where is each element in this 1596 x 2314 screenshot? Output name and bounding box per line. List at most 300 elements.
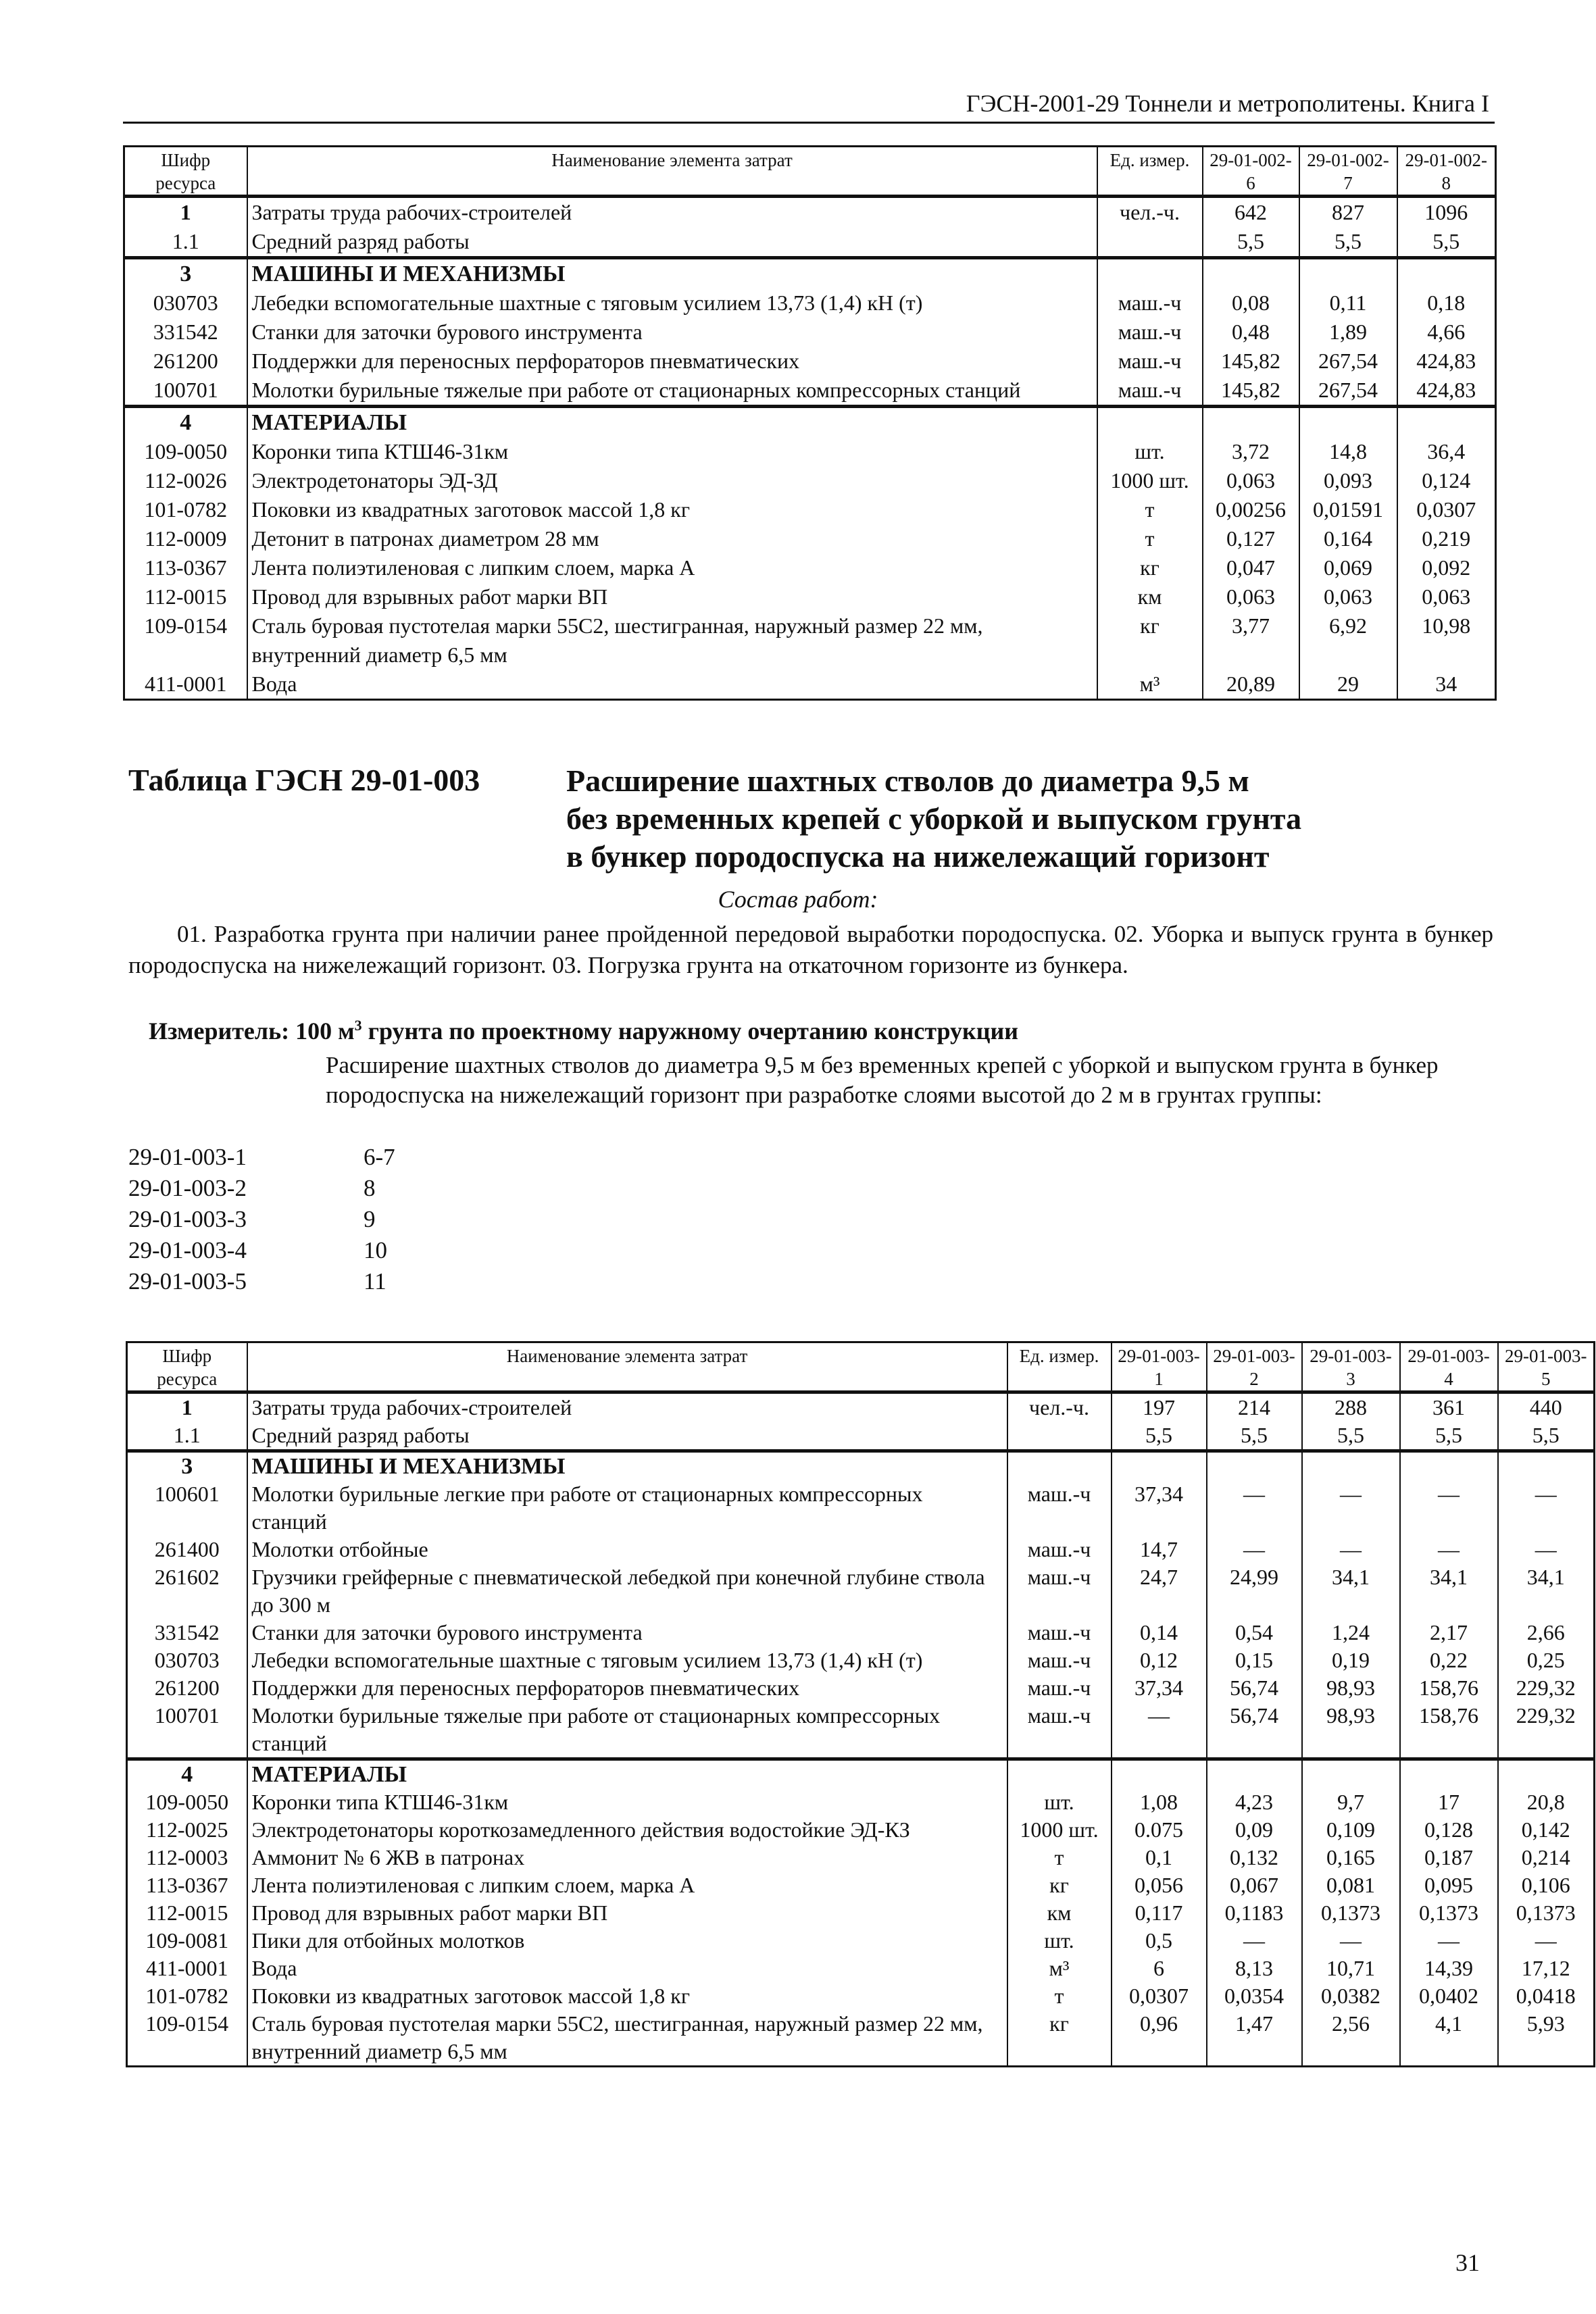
norm-value: 0,124 [1397, 466, 1496, 495]
norm-value: 0,069 [1299, 553, 1397, 582]
norm-value: 14,8 [1299, 437, 1397, 466]
table-row [124, 376, 1496, 407]
norm-value: 56,74 [1207, 1674, 1302, 1702]
unit-of-measure: чел.-ч. [1097, 197, 1203, 228]
table-row [127, 2010, 1595, 2067]
unit-of-measure: 1000 шт. [1007, 1816, 1112, 1844]
cost-element-name: Лента полиэтиленовая с липким слоем, марка А [247, 553, 1097, 582]
norm-value: 5,5 [1302, 1422, 1400, 1451]
resource-code: 109-0154 [124, 611, 247, 670]
cost-element-name: Вода [247, 1955, 1007, 1982]
norm-value: — [1498, 1480, 1595, 1536]
norm-value: 56,74 [1207, 1702, 1302, 1759]
resource-code: 113-0367 [127, 1871, 247, 1899]
resource-code: 109-0050 [124, 437, 247, 466]
cost-element-name: Грузчики грейферные с пневматической лебедкой при конечной глубине ствола до 300 м [247, 1563, 1007, 1619]
table-row [124, 524, 1496, 553]
norm-value: 10,98 [1397, 611, 1496, 670]
norm-value: 145,82 [1203, 376, 1299, 407]
unit-of-measure: кг [1007, 1871, 1112, 1899]
norm-value: 4,1 [1400, 2010, 1498, 2067]
norm-value: 24,7 [1112, 1563, 1207, 1619]
resource-code: 112-0015 [127, 1899, 247, 1927]
section-row [124, 258, 1496, 289]
header-norm-column: 29-01-003-2 [1207, 1342, 1302, 1392]
norm-value [1299, 407, 1397, 438]
norm-value: 361 [1400, 1392, 1498, 1422]
norm-value [1203, 407, 1299, 438]
table-row [124, 227, 1496, 258]
resource-code: 030703 [127, 1646, 247, 1674]
header-norm-column: 29-01-002-6 [1203, 147, 1299, 197]
norm-value: 4,23 [1207, 1788, 1302, 1816]
norm-value: 1,47 [1207, 2010, 1302, 2067]
norm-value: 0,214 [1498, 1844, 1595, 1871]
norm-value: — [1207, 1927, 1302, 1955]
header-norm-column: 29-01-002-8 [1397, 147, 1496, 197]
norm-code-item [128, 1173, 395, 1204]
unit-of-measure [1007, 1451, 1112, 1481]
header-cost-element: Наименование элемента затрат [247, 147, 1097, 197]
table-row [127, 1674, 1595, 1702]
cost-element-name: Молотки бурильные легкие при работе от стационарных компрессорных станций [247, 1480, 1007, 1536]
norm-value: 0,0354 [1207, 1982, 1302, 2010]
norm-value: 0,132 [1207, 1844, 1302, 1871]
norm-value: — [1302, 1480, 1400, 1536]
table-title-line: Расширение шахтных стволов до диаметра 9,5 м [566, 763, 1249, 798]
norm-value: 0,1183 [1207, 1899, 1302, 1927]
norm-value: 0,187 [1400, 1844, 1498, 1871]
section-row [127, 1451, 1595, 1481]
norm-value: 0,15 [1207, 1646, 1302, 1674]
norm-description: Расширение шахтных стволов до диаметра 9,5 м без временных крепей с уборкой и выпуском грунта в бункер породоспуска на нижележащий горизонт при разработке слоями высотой до 2 м в грунтах группы: [326, 1052, 1439, 1108]
resource-code: 4 [127, 1759, 247, 1789]
unit-of-measure: кг [1097, 553, 1203, 582]
header-unit: Ед. измер. [1097, 147, 1203, 197]
resource-code: 109-0154 [127, 2010, 247, 2067]
norm-value [1302, 1759, 1400, 1789]
norm-value [1397, 258, 1496, 289]
norm-value: 24,99 [1207, 1563, 1302, 1619]
norm-value: 0,48 [1203, 318, 1299, 347]
norm-value: 2,66 [1498, 1619, 1595, 1646]
table-row [127, 1899, 1595, 1927]
norm-value: 197 [1112, 1392, 1207, 1422]
unit-of-measure [1007, 1422, 1112, 1451]
table-row [127, 1646, 1595, 1674]
norm-value: 5,5 [1207, 1422, 1302, 1451]
resource-code: 112-0003 [127, 1844, 247, 1871]
unit-of-measure [1097, 258, 1203, 289]
norm-value [1112, 1451, 1207, 1481]
norm-value: 145,82 [1203, 347, 1299, 376]
norm-value: 0,047 [1203, 553, 1299, 582]
norm-value: — [1302, 1927, 1400, 1955]
table-row [124, 318, 1496, 347]
norm-value: 1096 [1397, 197, 1496, 228]
cost-element-name: Поковки из квадратных заготовок массой 1,8 кг [247, 1982, 1007, 2010]
unit-of-measure: т [1007, 1982, 1112, 2010]
cost-element-name: Поковки из квадратных заготовок массой 1,8 кг [247, 495, 1097, 524]
unit-of-measure: маш.-ч [1097, 288, 1203, 318]
unit-of-measure: шт. [1097, 437, 1203, 466]
table-row [127, 1422, 1595, 1451]
norm-value: 0,1373 [1302, 1899, 1400, 1927]
norm-code: 29-01-003-1 [128, 1144, 247, 1170]
norm-value: 6,92 [1299, 611, 1397, 670]
norm-value: 0,219 [1397, 524, 1496, 553]
unit-of-measure: маш.-ч [1007, 1619, 1112, 1646]
norm-value: — [1498, 1927, 1595, 1955]
table-row [124, 582, 1496, 611]
cost-element-name: Вода [247, 670, 1097, 700]
unit-of-measure: маш.-ч [1007, 1702, 1112, 1759]
unit-of-measure: кг [1007, 2010, 1112, 2067]
norm-code-item [128, 1266, 395, 1297]
norm-value: 0,18 [1397, 288, 1496, 318]
table-row [124, 611, 1496, 670]
cost-element-name: Молотки отбойные [247, 1536, 1007, 1563]
norm-value: 0,109 [1302, 1816, 1400, 1844]
unit-of-measure: т [1097, 495, 1203, 524]
norm-value: — [1302, 1536, 1400, 1563]
resource-code: 261602 [127, 1563, 247, 1619]
resource-code: 261200 [127, 1674, 247, 1702]
unit-of-measure: маш.-ч [1007, 1563, 1112, 1619]
norm-value: 5,5 [1112, 1422, 1207, 1451]
soil-group: 11 [364, 1268, 386, 1294]
cost-element-name: Средний разряд работы [247, 227, 1097, 258]
cost-element-name: Провод для взрывных работ марки ВП [247, 582, 1097, 611]
norm-value: 37,34 [1112, 1480, 1207, 1536]
norm-value: 10,71 [1302, 1955, 1400, 1982]
unit-of-measure: маш.-ч [1007, 1646, 1112, 1674]
cost-element-name: МАТЕРИАЛЫ [247, 1759, 1007, 1789]
unit-of-measure: чел.-ч. [1007, 1392, 1112, 1422]
norm-value: — [1400, 1536, 1498, 1563]
resource-code: 411-0001 [127, 1955, 247, 1982]
unit-of-measure: м³ [1007, 1955, 1112, 1982]
section-row [127, 1759, 1595, 1789]
unit-of-measure: маш.-ч [1097, 318, 1203, 347]
norm-value [1498, 1451, 1595, 1481]
norm-code-item [128, 1142, 395, 1173]
cost-element-name: Молотки бурильные тяжелые при работе от стационарных компрессорных станций [247, 1702, 1007, 1759]
meter-suffix: грунта по проектному наружному очертанию конструкции [361, 1017, 1019, 1045]
norm-value: 29 [1299, 670, 1397, 700]
resource-table-29-01-002 [123, 145, 1497, 701]
norm-value: 158,76 [1400, 1702, 1498, 1759]
resource-code: 4 [124, 407, 247, 438]
norm-value: 3,72 [1203, 437, 1299, 466]
norm-value: 0,0307 [1112, 1982, 1207, 2010]
cost-element-name: Поддержки для переносных перфораторов пневматических [247, 347, 1097, 376]
norm-code-item [128, 1204, 395, 1235]
norm-value: 214 [1207, 1392, 1302, 1422]
cost-element-name: Поддержки для переносных перфораторов пневматических [247, 1674, 1007, 1702]
cost-element-name: Коронки типа КТШ46-31км [247, 1788, 1007, 1816]
unit-of-measure [1007, 1759, 1112, 1789]
norm-value: 0,056 [1112, 1871, 1207, 1899]
resource-code: 411-0001 [124, 670, 247, 700]
norm-value: 0,0402 [1400, 1982, 1498, 2010]
unit-of-measure: 1000 шт. [1097, 466, 1203, 495]
cost-element-name: Коронки типа КТШ46-31км [247, 437, 1097, 466]
soil-group: 9 [364, 1206, 376, 1232]
norm-value: 229,32 [1498, 1674, 1595, 1702]
cost-element-name: Молотки бурильные тяжелые при работе от стационарных компрессорных станций [247, 376, 1097, 407]
norm-code: 29-01-003-3 [128, 1206, 247, 1232]
norm-value: 0,0382 [1302, 1982, 1400, 2010]
norm-value: 424,83 [1397, 376, 1496, 407]
table-title-line: без временных крепей с уборкой и выпуском грунта [566, 801, 1302, 836]
norm-value: — [1498, 1536, 1595, 1563]
unit-of-measure: маш.-ч [1007, 1536, 1112, 1563]
norm-code: 29-01-003-4 [128, 1237, 247, 1263]
cost-element-name: МАТЕРИАЛЫ [247, 407, 1097, 438]
norm-value: 98,93 [1302, 1674, 1400, 1702]
header-norm-column: 29-01-003-5 [1498, 1342, 1595, 1392]
table-row [127, 1702, 1595, 1759]
resource-code: 261400 [127, 1536, 247, 1563]
norm-value: 14,7 [1112, 1536, 1207, 1563]
table-row [127, 1844, 1595, 1871]
table-row [127, 1392, 1595, 1422]
table-row [127, 1816, 1595, 1844]
resource-code: 100601 [127, 1480, 247, 1536]
cost-element-name: Затраты труда рабочих-строителей [247, 1392, 1007, 1422]
table-row [127, 1982, 1595, 2010]
unit-of-measure [1097, 227, 1203, 258]
norm-value: 0,08 [1203, 288, 1299, 318]
norm-value: — [1207, 1536, 1302, 1563]
norm-value: 642 [1203, 197, 1299, 228]
norm-value [1299, 258, 1397, 289]
norm-value: 0,0307 [1397, 495, 1496, 524]
cost-element-name: Электродетонаторы короткозамедленного действия водостойкие ЭД-КЗ [247, 1816, 1007, 1844]
cost-element-name: Лебедки вспомогательные шахтные с тяговым усилием 13,73 (1,4) кН (т) [247, 288, 1097, 318]
norm-value: 0,128 [1400, 1816, 1498, 1844]
norm-value: 5,5 [1397, 227, 1496, 258]
unit-of-measure [1097, 407, 1203, 438]
resource-code: 113-0367 [124, 553, 247, 582]
norm-value: 0,063 [1397, 582, 1496, 611]
cost-element-name: Электродетонаторы ЭД-ЗД [247, 466, 1097, 495]
norm-value: 0,19 [1302, 1646, 1400, 1674]
section-row [124, 407, 1496, 438]
norm-value: 8,13 [1207, 1955, 1302, 1982]
header-norm-column: 29-01-002-7 [1299, 147, 1397, 197]
norm-value: 20,8 [1498, 1788, 1595, 1816]
resource-code: 1 [124, 197, 247, 228]
cost-element-name: Сталь буровая пустотелая марки 55С2, шестигранная, наружный размер 22 мм, внутренний диаметр 6,5 мм [247, 2010, 1007, 2067]
composition-label: Состав работ: [718, 886, 878, 913]
norm-value: 2,56 [1302, 2010, 1400, 2067]
norm-value [1203, 258, 1299, 289]
norm-code-list [128, 1142, 395, 1297]
table-row [127, 1536, 1595, 1563]
resource-code: 100701 [127, 1702, 247, 1759]
norm-value: 0,09 [1207, 1816, 1302, 1844]
cost-element-name: Лебедки вспомогательные шахтные с тяговым усилием 13,73 (1,4) кН (т) [247, 1646, 1007, 1674]
norm-value: 14,39 [1400, 1955, 1498, 1982]
table-row [124, 466, 1496, 495]
norm-value: 0,5 [1112, 1927, 1207, 1955]
table-row [127, 1788, 1595, 1816]
norm-value: 0,095 [1400, 1871, 1498, 1899]
cost-element-name: Станки для заточки бурового инструмента [247, 1619, 1007, 1646]
norm-value [1207, 1451, 1302, 1481]
cost-element-name: Аммонит № 6 ЖВ в патронах [247, 1844, 1007, 1871]
resource-code: 101-0782 [127, 1982, 247, 2010]
resource-code: 1.1 [124, 227, 247, 258]
cost-element-name: Сталь буровая пустотелая марки 55С2, шестигранная, наружный размер 22 мм, внутренний диаметр 6,5 мм [247, 611, 1097, 670]
norm-value: 5,5 [1299, 227, 1397, 258]
unit-of-measure: шт. [1007, 1927, 1112, 1955]
resource-code: 112-0025 [127, 1816, 247, 1844]
table-row [127, 1927, 1595, 1955]
norm-value: 440 [1498, 1392, 1595, 1422]
norm-value: 0,063 [1203, 466, 1299, 495]
resource-code: 030703 [124, 288, 247, 318]
unit-of-measure: км [1007, 1899, 1112, 1927]
norm-value: 5,5 [1203, 227, 1299, 258]
norm-value: 6 [1112, 1955, 1207, 1982]
table-row [127, 1619, 1595, 1646]
norm-value: 2,17 [1400, 1619, 1498, 1646]
resource-code: 109-0081 [127, 1927, 247, 1955]
norm-value: 0,063 [1203, 582, 1299, 611]
resource-code: 331542 [124, 318, 247, 347]
norm-value: 4,66 [1397, 318, 1496, 347]
norm-value: 0,96 [1112, 2010, 1207, 2067]
unit-of-measure: м³ [1097, 670, 1203, 700]
header-norm-column: 29-01-003-4 [1400, 1342, 1498, 1392]
table-title [566, 762, 1301, 876]
table-header-row [124, 147, 1496, 197]
norm-value [1112, 1759, 1207, 1789]
norm-value: 0,25 [1498, 1646, 1595, 1674]
resource-code: 112-0015 [124, 582, 247, 611]
norm-value: 0,127 [1203, 524, 1299, 553]
cost-element-name: Средний разряд работы [247, 1422, 1007, 1451]
table-row [124, 437, 1496, 466]
resource-code: 1.1 [127, 1422, 247, 1451]
header-norm-column: 29-01-003-3 [1302, 1342, 1400, 1392]
norm-value: 0,106 [1498, 1871, 1595, 1899]
norm-value [1400, 1759, 1498, 1789]
norm-value: 20,89 [1203, 670, 1299, 700]
cost-element-name: Затраты труда рабочих-строителей [247, 197, 1097, 228]
norm-value: 5,5 [1400, 1422, 1498, 1451]
table-row [124, 553, 1496, 582]
table-row [124, 197, 1496, 228]
table-row [124, 495, 1496, 524]
composition-text: 01. Разработка грунта при наличии ранее пройденной передовой выработки породоспуска. 02. Уборка и выпуск грунта в бункер породоспуска на нижележащий горизонт. 03. Погрузка грунта на откаточном горизонте из бункера. [128, 921, 1493, 978]
norm-value: 229,32 [1498, 1702, 1595, 1759]
table-row [124, 288, 1496, 318]
resource-code: 100701 [124, 376, 247, 407]
unit-of-measure: т [1097, 524, 1203, 553]
norm-value: 267,54 [1299, 376, 1397, 407]
norm-value: 1,24 [1302, 1619, 1400, 1646]
unit-of-measure: шт. [1007, 1788, 1112, 1816]
table-row [127, 1563, 1595, 1619]
unit-of-measure: маш.-ч [1097, 347, 1203, 376]
norm-value: 0,54 [1207, 1619, 1302, 1646]
norm-value: — [1400, 1927, 1498, 1955]
norm-value: 5,5 [1498, 1422, 1595, 1451]
meter-prefix: Измеритель: 100 м [149, 1017, 355, 1045]
norm-value: 424,83 [1397, 347, 1496, 376]
header-resource-code: Шифр ресурса [124, 147, 247, 197]
norm-value: 34 [1397, 670, 1496, 700]
norm-value: 34,1 [1302, 1563, 1400, 1619]
soil-group: 10 [364, 1237, 387, 1263]
cost-element-name: Провод для взрывных работ марки ВП [247, 1899, 1007, 1927]
running-head: ГЭСН-2001-29 Тоннели и метрополитены. Книга I [966, 90, 1489, 117]
norm-code: 29-01-003-5 [128, 1268, 247, 1294]
cost-element-name: Станки для заточки бурового инструмента [247, 318, 1097, 347]
norm-value: 0,092 [1397, 553, 1496, 582]
table-row [127, 1480, 1595, 1536]
norm-value: 0,11 [1299, 288, 1397, 318]
resource-code: 112-0009 [124, 524, 247, 553]
norm-value [1498, 1759, 1595, 1789]
norm-value: — [1112, 1702, 1207, 1759]
table-header-row [127, 1342, 1595, 1392]
norm-value: 9,7 [1302, 1788, 1400, 1816]
norm-value: 0,0418 [1498, 1982, 1595, 2010]
table-row [124, 347, 1496, 376]
norm-value: 0,165 [1302, 1844, 1400, 1871]
norm-value: 288 [1302, 1392, 1400, 1422]
unit-of-measure: км [1097, 582, 1203, 611]
resource-code: 112-0026 [124, 466, 247, 495]
norm-value: 1,08 [1112, 1788, 1207, 1816]
norm-value [1400, 1451, 1498, 1481]
norm-value: 0,14 [1112, 1619, 1207, 1646]
norm-value: — [1207, 1480, 1302, 1536]
page-number: 31 [1455, 2249, 1480, 2276]
norm-value: 0,164 [1299, 524, 1397, 553]
norm-value: 0,063 [1299, 582, 1397, 611]
norm-value [1302, 1451, 1400, 1481]
table-row [124, 670, 1496, 700]
resource-code: 101-0782 [124, 495, 247, 524]
header-rule [123, 122, 1495, 124]
norm-value: 1,89 [1299, 318, 1397, 347]
meter-sup: 3 [354, 1017, 362, 1034]
norm-value: 0,12 [1112, 1646, 1207, 1674]
table-title-line: в бункер породоспуска на нижележащий горизонт [566, 839, 1270, 874]
meter [149, 1017, 1018, 1045]
unit-of-measure: кг [1097, 611, 1203, 670]
resource-code: 1 [127, 1392, 247, 1422]
norm-value: 0,117 [1112, 1899, 1207, 1927]
norm-value: 3,77 [1203, 611, 1299, 670]
header-unit: Ед. измер. [1007, 1342, 1112, 1392]
soil-group: 8 [364, 1175, 376, 1201]
cost-element-name: Лента полиэтиленовая с липким слоем, марка А [247, 1871, 1007, 1899]
norm-value: 267,54 [1299, 347, 1397, 376]
unit-of-measure: маш.-ч [1007, 1674, 1112, 1702]
norm-value: 0,00256 [1203, 495, 1299, 524]
norm-value: 34,1 [1400, 1563, 1498, 1619]
norm-value: 0,1373 [1498, 1899, 1595, 1927]
table-row [127, 1955, 1595, 1982]
norm-value: 0,093 [1299, 466, 1397, 495]
